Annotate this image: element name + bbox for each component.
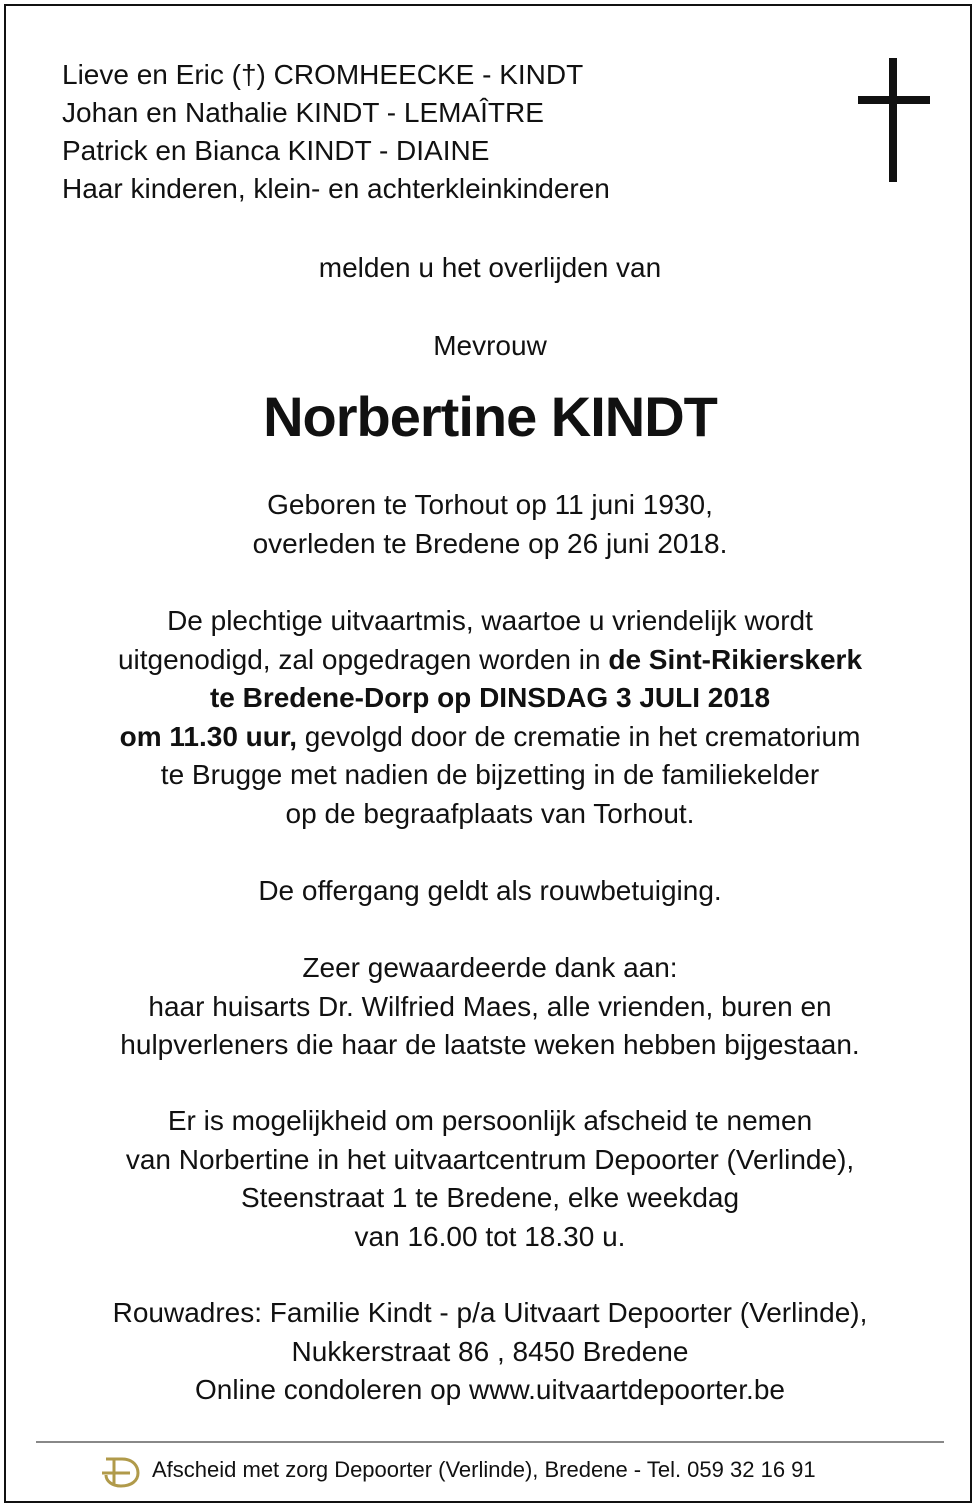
footer-divider xyxy=(36,1441,944,1443)
footer xyxy=(100,1450,816,1490)
cross-icon xyxy=(858,58,930,182)
family-line-4: Haar kinderen, klein- en achterkleinkinderen xyxy=(62,173,610,204)
offering-block xyxy=(0,872,980,911)
honorific xyxy=(0,327,980,366)
address-block xyxy=(0,1294,980,1410)
depoorter-logo-icon xyxy=(100,1451,142,1489)
farewell-block xyxy=(0,1102,980,1256)
farewell-line-3: Steenstraat 1 te Bredene, elke weekdag xyxy=(240,1182,740,1213)
announce-text: melden u het overlijden van xyxy=(318,252,662,283)
ceremony-line-4-text: gevolgd door de crematie in het crematorium xyxy=(297,720,861,752)
offering-line: De offergang geldt als rouwbetuiging. xyxy=(258,875,722,906)
family-list xyxy=(62,56,610,208)
ceremony-time: om 11.30 uur, xyxy=(119,720,298,752)
address-line-1: Rouwadres: Familie Kindt - p/a Uitvaart Depoorter (Verlinde), xyxy=(112,1297,868,1328)
farewell-line-2: van Norbertine in het uitvaartcentrum Depoorter (Verlinde), xyxy=(125,1143,855,1175)
ceremony-date: te Bredene-Dorp op DINSDAG 3 JULI 2018 xyxy=(209,682,771,713)
thanks-line-2: haar huisarts Dr. Wilfried Maes, alle vrienden, buren en xyxy=(148,990,832,1022)
born-line: Geboren te Torhout op 11 juni 1930, xyxy=(267,489,713,520)
church-name: de Sint-Rikierskerk xyxy=(608,643,863,675)
honorific-text: Mevrouw xyxy=(433,330,547,361)
family-line-3: Patrick en Bianca KINDT - DIAINE xyxy=(62,135,490,166)
ceremony-line-4 xyxy=(0,718,980,757)
announcement xyxy=(0,249,980,288)
died-line: overleden te Bredene op 26 juni 2018. xyxy=(252,527,728,559)
family-line-2: Johan en Nathalie KINDT - LEMAÎTRE xyxy=(62,97,544,128)
family-line-1: Lieve en Eric (†) CROMHEECKE - KINDT xyxy=(62,59,584,90)
thanks-block xyxy=(0,949,980,1065)
thanks-line-3: hulpverleners die haar de laatste weken hebben bijgestaan. xyxy=(120,1029,860,1060)
ceremony-line-3 xyxy=(0,679,980,718)
farewell-line-4: van 16.00 tot 18.30 u. xyxy=(354,1220,626,1252)
thanks-line-1: Zeer gewaardeerde dank aan: xyxy=(302,952,678,983)
deceased-name: Norbertine KINDT xyxy=(263,385,717,448)
ceremony-line-2 xyxy=(0,641,980,680)
address-line-2: Nukkerstraat 86 , 8450 Bredene xyxy=(291,1335,689,1367)
ceremony-line-2-text: uitgenodigd, zal opgedragen worden in xyxy=(117,643,609,675)
farewell-line-1: Er is mogelijkheid om persoonlijk afscheid te nemen xyxy=(167,1105,813,1136)
ceremony-line-6: op de begraafplaats van Torhout. xyxy=(285,797,695,829)
ceremony-block xyxy=(0,602,980,833)
ceremony-line-5: te Brugge met nadien de bijzetting in de familiekelder xyxy=(160,759,820,790)
ceremony-line-1: De plechtige uitvaartmis, waartoe u vriendelijk wordt xyxy=(167,605,813,636)
footer-text: Afscheid met zorg Depoorter (Verlinde), Bredene - Tel. 059 32 16 91 xyxy=(152,1457,816,1482)
dates-block xyxy=(0,486,980,563)
address-line-3: Online condoleren op www.uitvaartdepoorter.be xyxy=(195,1374,785,1405)
